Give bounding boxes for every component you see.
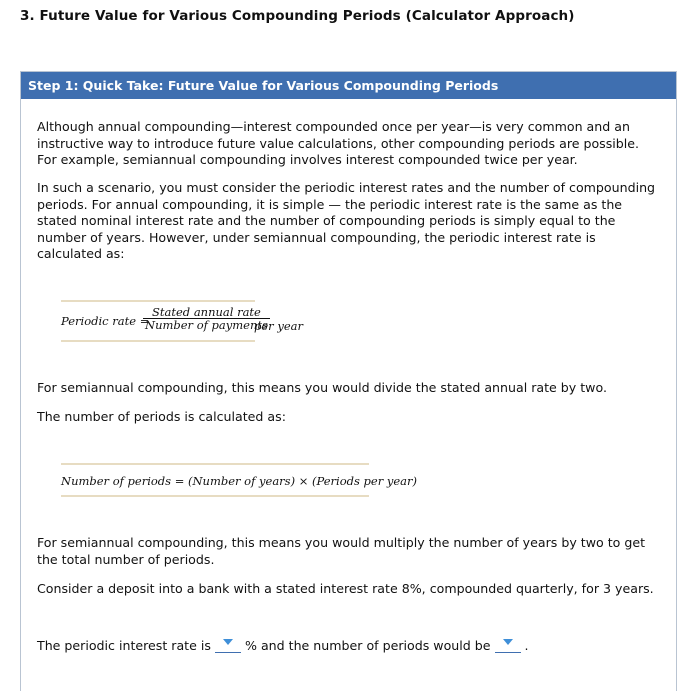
caret-down-icon bbox=[503, 639, 513, 645]
question-text-part1: The periodic interest rate is bbox=[37, 638, 211, 653]
step-panel bbox=[20, 71, 677, 691]
number-of-periods-formula bbox=[61, 463, 418, 497]
formula-periods-expression: Number of periods = (Number of years) × (Periods per year) bbox=[61, 474, 418, 488]
semiannual-periods-note: For semiannual compounding, this means you would multiply the number of years by two to get the total number of periods. bbox=[37, 535, 646, 567]
periodic-rate-dropdown[interactable] bbox=[215, 638, 241, 653]
page-title: 3. Future Value for Various Compounding Periods (Calculator Approach) bbox=[20, 8, 575, 24]
periods-intro: The number of periods is calculated as: bbox=[37, 409, 286, 424]
step-header: Step 1: Quick Take: Future Value for Various Compounding Periods bbox=[21, 72, 676, 99]
question-text-part3: . bbox=[524, 638, 529, 653]
formula-rate-fraction bbox=[143, 306, 270, 331]
formula-rate-numerator: Stated annual rate bbox=[143, 306, 270, 319]
question-text-part2: % and the number of periods would be bbox=[244, 638, 491, 653]
caret-down-icon bbox=[223, 639, 233, 645]
formula-rate-lhs: Periodic rate = bbox=[61, 314, 150, 328]
question-line bbox=[37, 638, 529, 654]
periodic-rate-formula bbox=[61, 300, 303, 342]
number-of-periods-dropdown[interactable] bbox=[495, 638, 521, 653]
formula-rate-tail: per year bbox=[254, 319, 303, 333]
deposit-scenario: Consider a deposit into a bank with a stated interest rate 8%, compounded quarterly, for 3 years. bbox=[37, 581, 654, 596]
formula-rate-denominator: Number of payments bbox=[145, 318, 268, 332]
scenario-paragraph: In such a scenario, you must consider the periodic interest rates and the number of compounding periods. For annual compounding, it is simple — the periodic interest rate is the same as the stated nominal interest rate and the number of compounding periods is simply equal to the number of years. However, under semiannual compounding, the periodic interest rate is calculated as: bbox=[37, 180, 656, 261]
semiannual-rate-note: For semiannual compounding, this means you would divide the stated annual rate by two. bbox=[37, 380, 607, 395]
intro-paragraph: Although annual compounding—interest compounded once per year—is very common and an instructive way to introduce future value calculations, other compounding periods are possible. For example, semiannual compounding involves interest compounded twice per year. bbox=[37, 119, 640, 167]
